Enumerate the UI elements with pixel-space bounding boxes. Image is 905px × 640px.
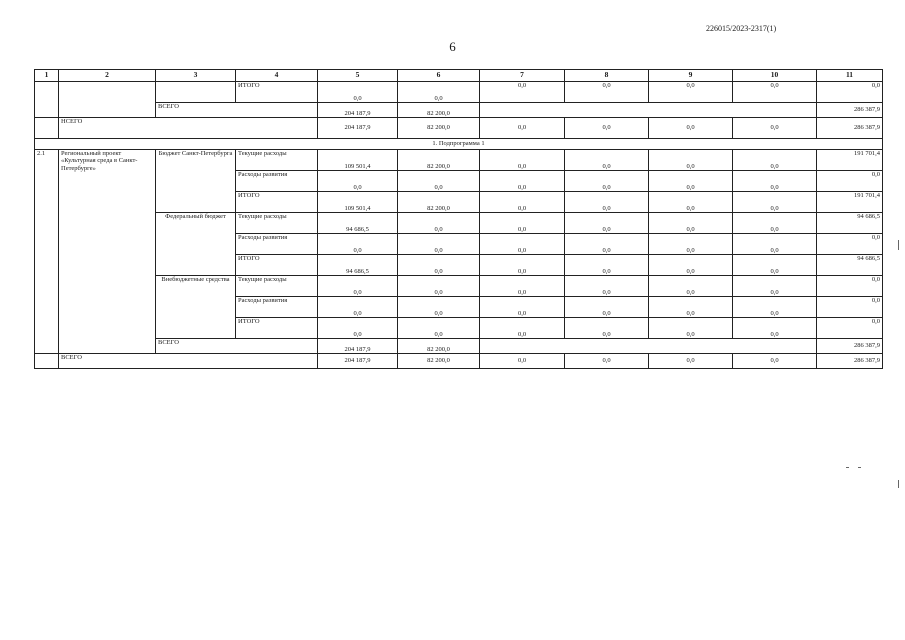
col-header: 8	[565, 70, 649, 82]
table-cell: 0,0	[398, 82, 480, 103]
table-cell: 0,0	[817, 276, 883, 297]
expense-type: Текущие расходы	[236, 213, 318, 234]
table-cell: 0,0	[565, 318, 649, 339]
table-row	[35, 150, 883, 171]
table-cell: 94 686,5	[318, 255, 398, 276]
table-cell: 0,0	[565, 234, 649, 255]
header-row	[35, 70, 883, 82]
col-header: 11	[817, 70, 883, 82]
table-cell: 0,0	[398, 234, 480, 255]
table-cell: 0,0	[480, 192, 565, 213]
table-cell: 94 686,5	[318, 213, 398, 234]
expense-type: Текущие расходы	[236, 276, 318, 297]
table-cell: 0,0	[565, 213, 649, 234]
table-cell: 0,0	[649, 192, 733, 213]
cell-empty	[480, 103, 817, 118]
table-cell: 0,0	[649, 297, 733, 318]
expense-type: Расходы развития	[236, 171, 318, 192]
page-number: 6	[449, 39, 456, 54]
table-cell: 0,0	[480, 171, 565, 192]
table-cell: 286 387,9	[817, 339, 883, 354]
table-row	[35, 354, 883, 369]
table-cell: 0,0	[817, 171, 883, 192]
row-label: ИТОГО	[236, 82, 318, 103]
table-cell: 0,0	[733, 276, 817, 297]
table-cell: 0,0	[398, 318, 480, 339]
table-cell: 82 200,0	[398, 118, 480, 139]
table-cell: 0,0	[733, 150, 817, 171]
col-header: 7	[480, 70, 565, 82]
funding-source: Внебюджетные средства	[156, 276, 236, 339]
table-cell: 0,0	[565, 150, 649, 171]
table-cell: 0,0	[318, 318, 398, 339]
col-header: 5	[318, 70, 398, 82]
cell-empty	[480, 339, 817, 354]
table-cell: 0,0	[817, 234, 883, 255]
table-cell: 0,0	[817, 297, 883, 318]
table-cell: 82 200,0	[398, 354, 480, 369]
table-cell: 0,0	[565, 171, 649, 192]
scan-artifact	[858, 467, 861, 468]
table-cell: 0,0	[649, 354, 733, 369]
table-cell: 204 187,9	[318, 354, 398, 369]
table-cell: 0,0	[817, 82, 883, 103]
table-cell: 204 187,9	[318, 339, 398, 354]
table-cell: 0,0	[817, 318, 883, 339]
col-header: 6	[398, 70, 480, 82]
table-cell: 0,0	[649, 318, 733, 339]
col-header: 1	[35, 70, 59, 82]
table-cell: 0,0	[480, 297, 565, 318]
table-cell: 204 187,9	[318, 103, 398, 118]
table-cell: 82 200,0	[398, 339, 480, 354]
table-cell: 0,0	[398, 213, 480, 234]
scan-artifact	[898, 240, 899, 250]
table-cell: 109 501,4	[318, 150, 398, 171]
section-row	[35, 139, 883, 150]
table-cell: 0,0	[480, 150, 565, 171]
table-cell: 0,0	[398, 276, 480, 297]
row-label-total: ВСЕГО	[59, 354, 318, 369]
table-cell: 0,0	[318, 234, 398, 255]
table-cell: 0,0	[565, 297, 649, 318]
table-cell: 0,0	[318, 171, 398, 192]
table-cell: 0,0	[733, 234, 817, 255]
cell-empty	[35, 118, 59, 139]
table-cell: 82 200,0	[398, 150, 480, 171]
table-cell: 0,0	[398, 255, 480, 276]
table-cell: 286 387,9	[817, 354, 883, 369]
table-cell: 286 387,9	[817, 118, 883, 139]
table-cell: 0,0	[565, 354, 649, 369]
table-cell: 0,0	[733, 192, 817, 213]
expense-type: Расходы развития	[236, 297, 318, 318]
table-cell: 0,0	[318, 276, 398, 297]
table-cell: 0,0	[398, 297, 480, 318]
table-cell: 0,0	[480, 213, 565, 234]
table-cell: 0,0	[733, 82, 817, 103]
table-row	[35, 276, 883, 297]
expense-type: Расходы развития	[236, 234, 318, 255]
col-header: 9	[649, 70, 733, 82]
table-cell: 0,0	[480, 234, 565, 255]
table-cell: 0,0	[649, 118, 733, 139]
table-cell: 94 686,5	[817, 213, 883, 234]
cell-empty	[35, 82, 59, 118]
table-cell: 0,0	[649, 171, 733, 192]
table-cell: 82 200,0	[398, 103, 480, 118]
table-row	[35, 118, 883, 139]
table-cell: 0,0	[733, 297, 817, 318]
table-row	[35, 213, 883, 234]
table-cell: 0,0	[480, 255, 565, 276]
row-label-total: ВСЕГО	[156, 339, 318, 354]
scan-artifact	[846, 467, 849, 468]
table-cell: 0,0	[733, 118, 817, 139]
table-cell: 0,0	[733, 171, 817, 192]
cell-empty	[35, 354, 59, 369]
cell-empty	[59, 82, 156, 118]
table-cell: 94 686,5	[817, 255, 883, 276]
table-cell: 0,0	[733, 255, 817, 276]
table-cell: 0,0	[733, 213, 817, 234]
table-cell: 191 701,4	[817, 192, 883, 213]
col-header: 3	[156, 70, 236, 82]
col-header: 10	[733, 70, 817, 82]
cell-empty	[156, 82, 236, 103]
table-cell: 0,0	[480, 318, 565, 339]
table-cell: 0,0	[649, 276, 733, 297]
table-cell: 0,0	[733, 354, 817, 369]
table-row	[35, 82, 883, 103]
table-cell: 0,0	[480, 118, 565, 139]
project-number: 2.1	[35, 150, 59, 354]
expense-type: ИТОГО	[236, 318, 318, 339]
table-cell: 0,0	[318, 82, 398, 103]
table-row	[35, 103, 883, 118]
table-cell: 0,0	[318, 297, 398, 318]
table-cell: 0,0	[398, 171, 480, 192]
table-cell: 82 200,0	[398, 192, 480, 213]
section-title: 1. Подпрограмма 1	[35, 139, 883, 150]
table-cell: 0,0	[649, 213, 733, 234]
col-header: 2	[59, 70, 156, 82]
table-cell: 0,0	[649, 255, 733, 276]
table-cell: 0,0	[565, 276, 649, 297]
table-cell: 0,0	[565, 118, 649, 139]
expense-type: ИТОГО	[236, 255, 318, 276]
row-label-total: НСЕГО	[59, 118, 318, 139]
document-number: 226015/2023-2317(1)	[706, 24, 777, 33]
table-cell: 0,0	[480, 82, 565, 103]
expense-type: Текущие расходы	[236, 150, 318, 171]
table-cell: 0,0	[649, 82, 733, 103]
expense-type: ИТОГО	[236, 192, 318, 213]
table-cell: 0,0	[565, 255, 649, 276]
table-cell: 204 187,9	[318, 118, 398, 139]
table-cell: 109 501,4	[318, 192, 398, 213]
scan-artifact	[898, 480, 899, 488]
table-cell: 0,0	[733, 318, 817, 339]
table-row	[35, 339, 883, 354]
table-cell: 0,0	[649, 150, 733, 171]
table-cell: 0,0	[565, 192, 649, 213]
table-cell: 0,0	[480, 354, 565, 369]
table-cell: 0,0	[565, 82, 649, 103]
col-header: 4	[236, 70, 318, 82]
funding-source: Бюджет Санкт-Петербурга	[156, 150, 236, 213]
row-label-total: ВСЕГО	[156, 103, 318, 118]
table-cell: 0,0	[480, 276, 565, 297]
table-cell: 286 387,9	[817, 103, 883, 118]
table-cell: 191 701,4	[817, 150, 883, 171]
budget-table	[34, 69, 883, 369]
table-cell: 0,0	[649, 234, 733, 255]
project-name: Региональный проект «Культурная среда в Санкт-Петербурге»	[59, 150, 156, 354]
funding-source: Федеральный бюджет	[156, 213, 236, 276]
